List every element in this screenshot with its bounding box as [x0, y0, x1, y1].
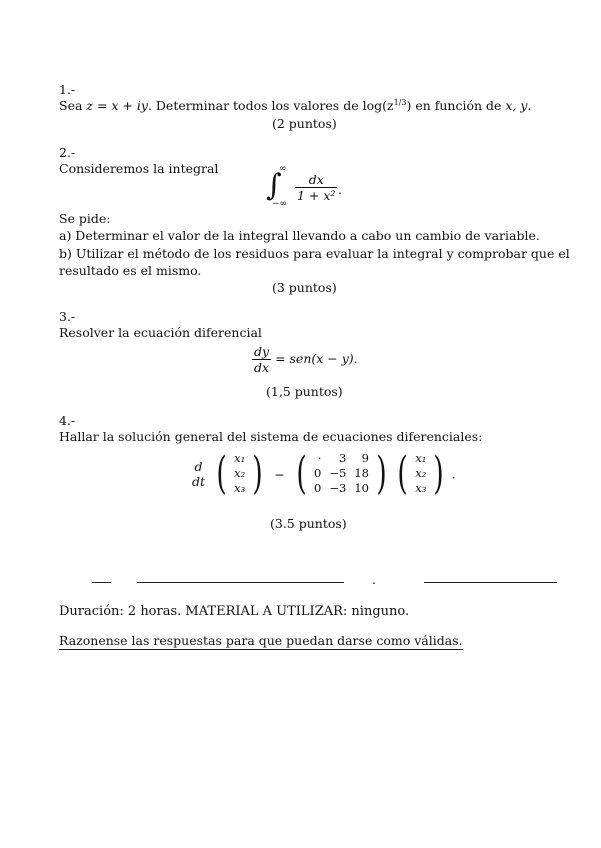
p1-end: . [527, 98, 532, 114]
system-period: . [451, 466, 456, 482]
integral-denominator: 1 + x² [297, 188, 336, 203]
vector-entry: x₁ [415, 451, 427, 466]
vector-x-left [234, 452, 245, 495]
left-paren-matrix: ( [296, 448, 307, 499]
vector-entry: x₂ [234, 466, 246, 481]
problem-2-part-a: a) Determinar el valor de la integral llevando a cabo un cambio de variable. [59, 228, 540, 243]
right-paren-vector: ) [252, 448, 264, 499]
matrix-cell: 3 [339, 451, 347, 466]
problem-4-system [190, 448, 456, 499]
exam-note: Razonense las respuestas para que puedan darse como válidas. [59, 633, 463, 648]
problem-3-points: (1,5 puntos) [266, 384, 343, 399]
p1-log-close: ) [406, 98, 412, 114]
matrix-cell: 9 [361, 451, 369, 466]
d-numerator: d [194, 459, 203, 474]
problem-2-intro: Consideremos la integral [59, 161, 219, 176]
p1-suffix: en función de [415, 98, 502, 114]
separator-segment [137, 582, 344, 583]
equals-sign: − [274, 466, 285, 482]
p1-log: log(z [362, 98, 394, 114]
derivative-fraction [252, 344, 271, 375]
left-paren-vector: ( [216, 448, 227, 499]
derivative-denominator: dx [254, 360, 270, 375]
problem-2-number: 2.- [59, 145, 76, 160]
problem-1-statement [59, 98, 531, 113]
vector-entry: x₁ [234, 451, 246, 466]
problem-2-part-b-line2: resultado es el mismo. [59, 263, 202, 278]
p1-mid: . Determinar todos los valores de [147, 98, 359, 114]
problem-1-number: 1.- [59, 82, 76, 97]
matrix-cell: −5 [329, 466, 347, 481]
problem-4-points: (3.5 puntos) [270, 516, 347, 531]
vector-entry: x₃ [234, 480, 246, 495]
p1-prefix: Sea [59, 98, 83, 114]
problem-1-points: (2 puntos) [272, 116, 337, 131]
matrix-cell: 18 [354, 466, 369, 481]
problem-3-number: 3.- [59, 309, 76, 324]
separator-dot: . [372, 572, 376, 587]
matrix-cell: 0 [314, 466, 322, 481]
problem-2-se-pide: Se pide: [59, 211, 111, 226]
right-paren-vector-2: ) [433, 448, 445, 499]
p1-vars: x, y [505, 98, 528, 114]
matrix-cell: · [317, 451, 322, 466]
integral-lower-limit: −∞ [272, 199, 288, 209]
separator-segment [92, 582, 111, 583]
vector-x-right [415, 452, 426, 495]
coefficient-matrix [314, 452, 369, 495]
integral-period: . [338, 182, 342, 197]
matrix-cell: 0 [314, 480, 322, 495]
d-dt-operator [190, 459, 207, 489]
right-paren-matrix: ) [376, 448, 387, 499]
separator-segment [424, 582, 557, 583]
vector-entry: x₃ [415, 480, 427, 495]
matrix-cell: −3 [329, 480, 347, 495]
problem-4-intro: Hallar la solución general del sistema de ecuaciones diferenciales: [59, 429, 483, 444]
equation-rhs: = sen(x − y). [275, 351, 358, 366]
integral-upper-limit: ∞ [279, 164, 287, 174]
integral-sign: ∫ [266, 168, 282, 203]
integral-numerator: dx [295, 172, 337, 188]
problem-2-part-b-line1: b) Utilizar el método de los residuos para evaluar la integral y comprobar que el [59, 246, 570, 261]
problem-2-points: (3 puntos) [272, 280, 337, 295]
d-denominator: dt [192, 474, 206, 489]
problem-3-equation [252, 344, 358, 375]
derivative-numerator: dy [254, 344, 270, 359]
exam-duration: Duración: 2 horas. MATERIAL A UTILIZAR: ninguno. [59, 604, 410, 619]
p1-exponent: 1/3 [393, 98, 407, 107]
vector-entry: x₂ [415, 466, 427, 481]
p1-z-definition: z = x + iy [86, 98, 148, 114]
integral-fraction [295, 172, 337, 203]
problem-4-number: 4.- [59, 413, 76, 428]
matrix-cell: 10 [354, 480, 369, 495]
left-paren-vector-2: ( [397, 448, 408, 499]
problem-3-intro: Resolver la ecuación diferencial [59, 325, 262, 340]
